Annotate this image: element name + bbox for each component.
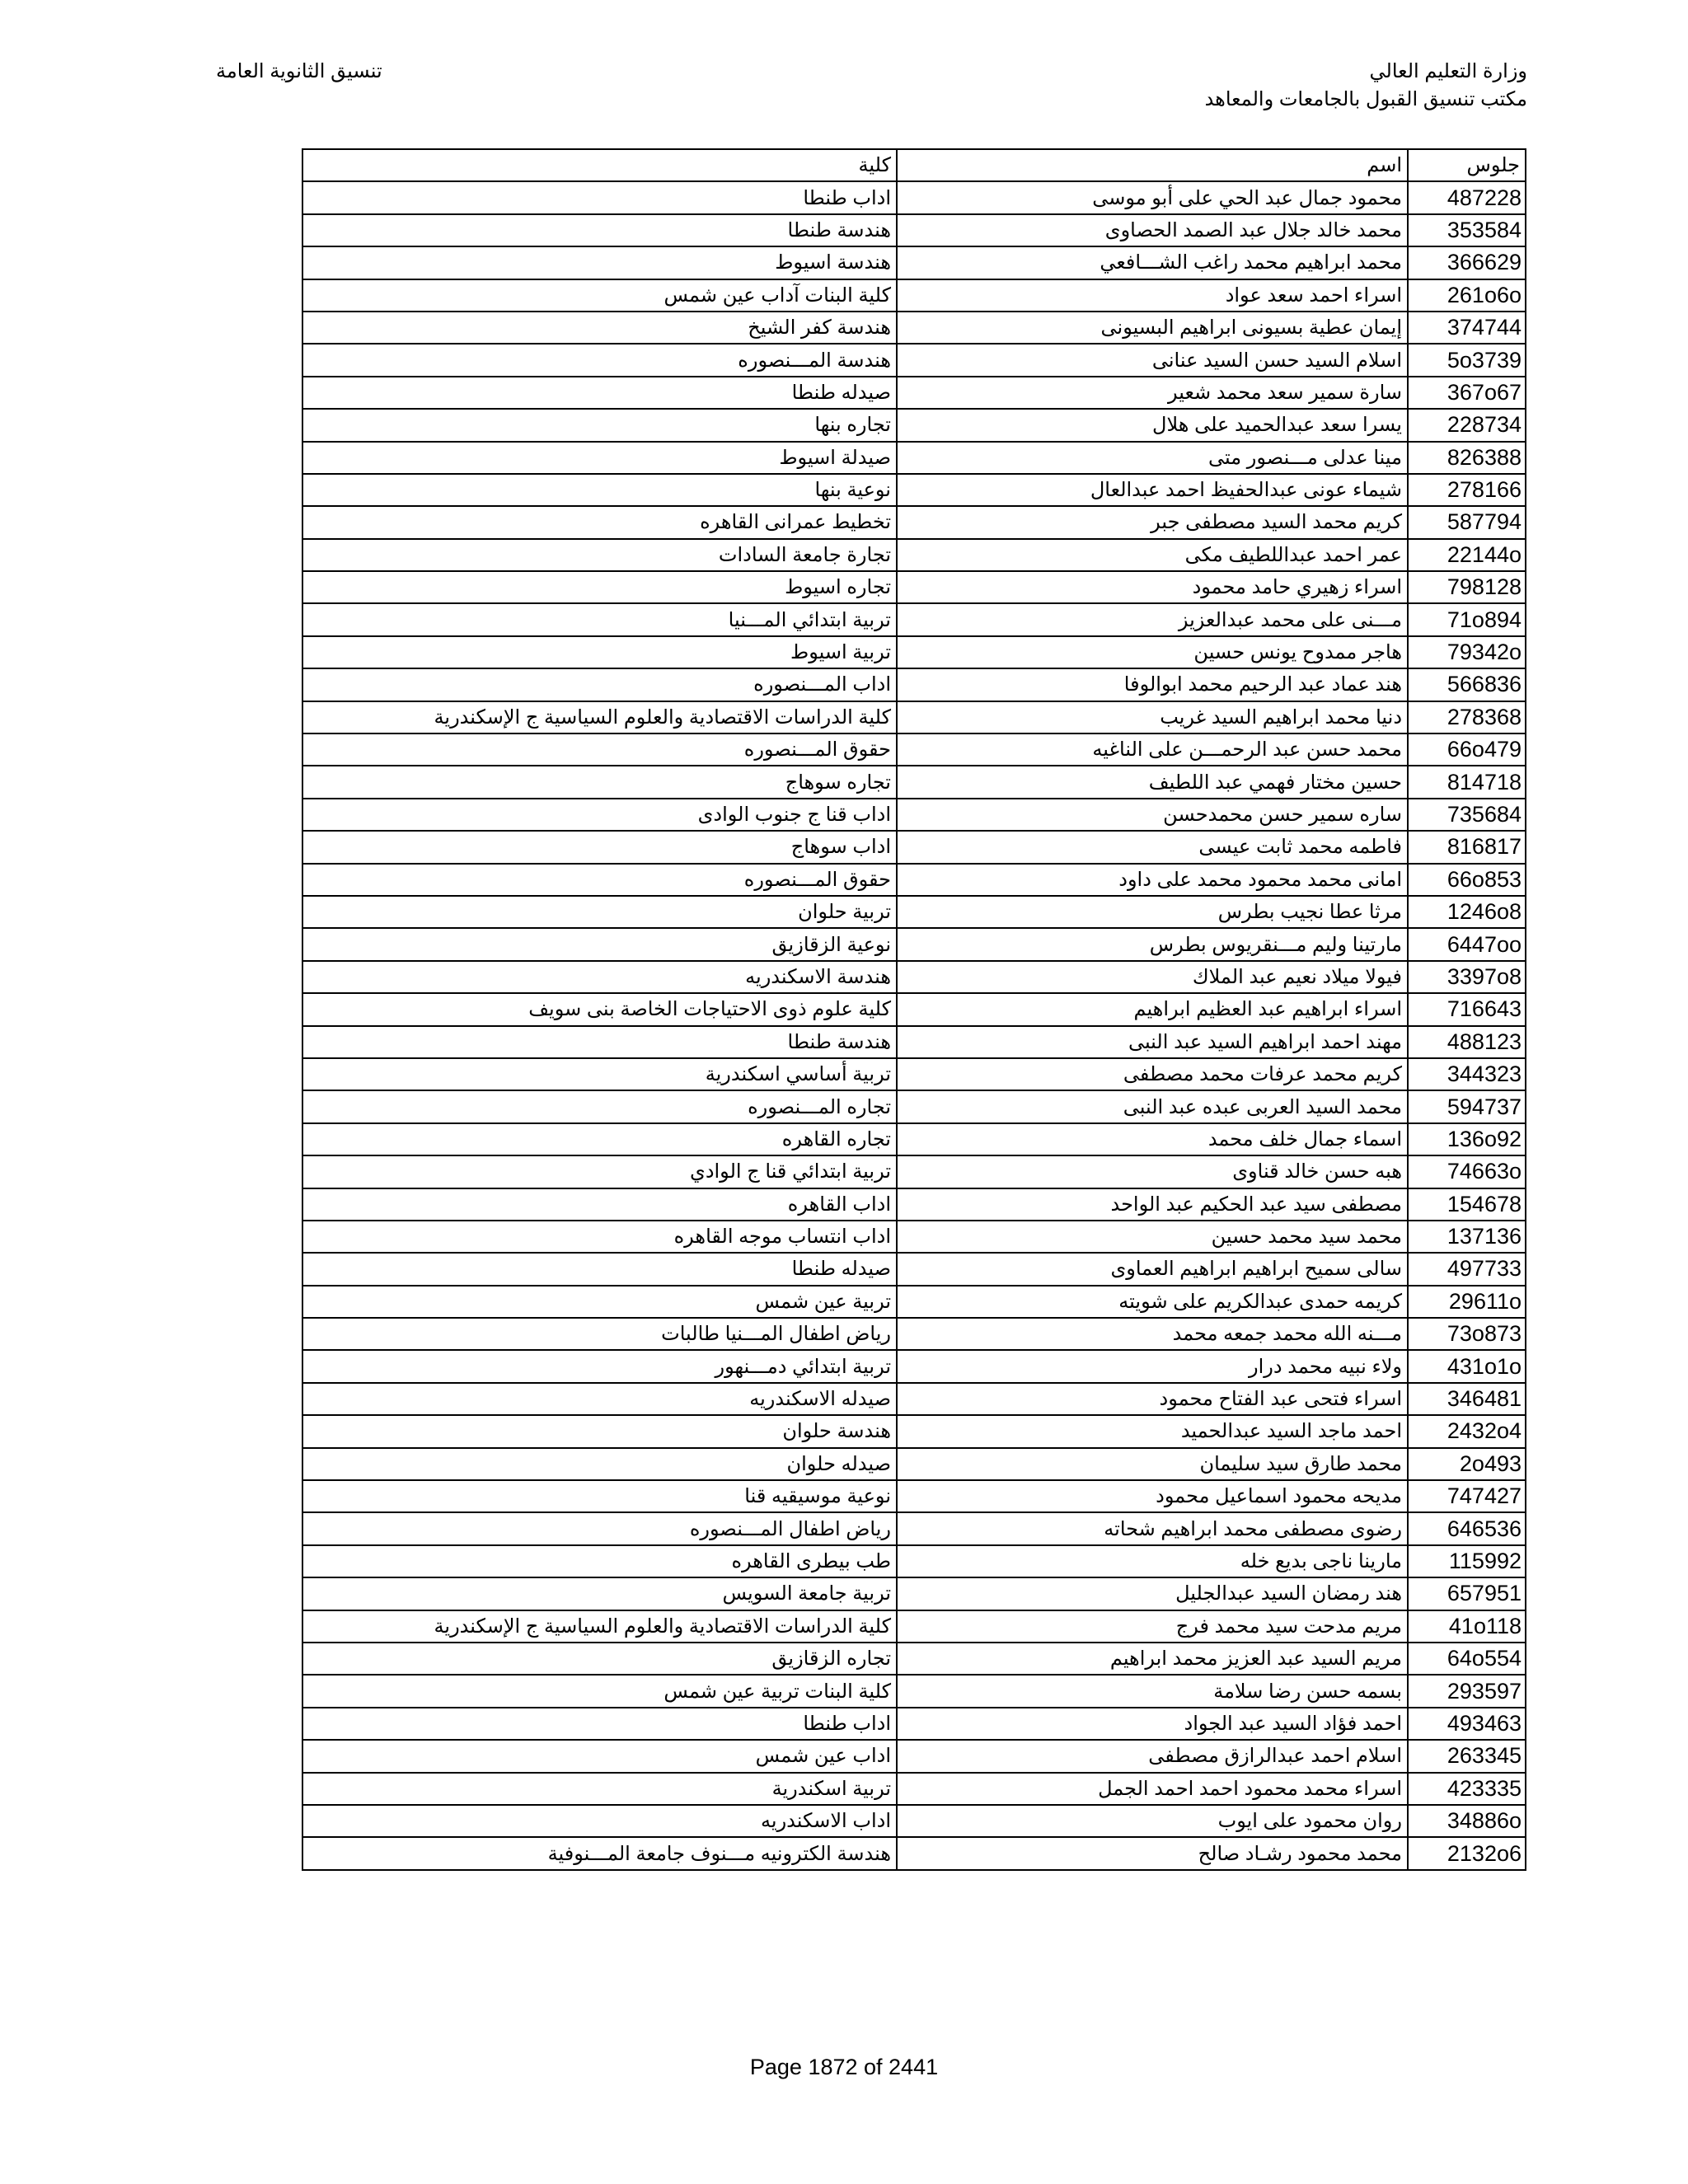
- name-cell: اسراء احمد سعد عواد: [897, 279, 1408, 312]
- seat-cell: 826388: [1408, 442, 1526, 474]
- seat-cell: 497733: [1408, 1253, 1526, 1285]
- name-cell: مديحه محمود اسماعيل محمود: [897, 1480, 1408, 1512]
- seat-cell: 716643: [1408, 993, 1526, 1025]
- seat-cell: 34886o: [1408, 1805, 1526, 1837]
- name-cell: محمد طارق سيد سليمان: [897, 1448, 1408, 1480]
- name-cell: كريم محمد السيد مصطفى جبر: [897, 506, 1408, 538]
- table-row: [302, 377, 1526, 409]
- name-cell: رضوى مصطفى محمد ابراهيم شحاته: [897, 1512, 1408, 1544]
- faculty-cell: اداب انتساب موجه القاهره: [302, 1221, 897, 1253]
- table-row: [302, 993, 1526, 1025]
- table-row: [302, 506, 1526, 538]
- name-cell: هند رمضان السيد عبدالجليل: [897, 1577, 1408, 1610]
- column-header-faculty: كلية: [302, 149, 897, 181]
- table-row: [302, 1512, 1526, 1544]
- name-cell: مـــنى على محمد عبدالعزيز: [897, 603, 1408, 635]
- name-cell: محمد خالد جلال عبد الصمد الحصاوى: [897, 214, 1408, 246]
- faculty-cell: تربية حلوان: [302, 896, 897, 928]
- seat-cell: 115992: [1408, 1545, 1526, 1577]
- table-row: [302, 1188, 1526, 1221]
- name-cell: ولاء نبيه محمد درار: [897, 1350, 1408, 1382]
- table-row: [302, 1675, 1526, 1707]
- table-row: [302, 1155, 1526, 1188]
- faculty-cell: صيدله طنطا: [302, 377, 897, 409]
- faculty-cell: هندسة طنطا: [302, 214, 897, 246]
- faculty-cell: كلية البنات آداب عين شمس: [302, 279, 897, 312]
- faculty-cell: تربية جامعة السويس: [302, 1577, 897, 1610]
- faculty-cell: نوعية الزقازيق: [302, 928, 897, 960]
- name-cell: دنيا محمد ابراهيم السيد غريب: [897, 701, 1408, 733]
- faculty-cell: تجاره المـــنصوره: [302, 1090, 897, 1122]
- name-cell: عمر احمد عبداللطيف مكى: [897, 539, 1408, 571]
- seat-cell: 646536: [1408, 1512, 1526, 1544]
- name-cell: مريم السيد عبد العزيز محمد ابراهيم: [897, 1643, 1408, 1675]
- seat-cell: 423335: [1408, 1773, 1526, 1805]
- name-cell: محمد سيد محمد حسين: [897, 1221, 1408, 1253]
- name-cell: مهند احمد ابراهيم السيد عبد النبى: [897, 1026, 1408, 1058]
- table-row: [302, 312, 1526, 344]
- seat-cell: 747427: [1408, 1480, 1526, 1512]
- seat-cell: 1246o8: [1408, 896, 1526, 928]
- name-cell: اسلام احمد عبدالرازق مصطفى: [897, 1740, 1408, 1772]
- name-cell: مرثا عطا نجيب بطرس: [897, 896, 1408, 928]
- faculty-cell: رياض اطفال المـــنصوره: [302, 1512, 897, 1544]
- faculty-cell: كلية علوم ذوى الاحتياجات الخاصة بنى سويف: [302, 993, 897, 1025]
- seat-cell: 228734: [1408, 409, 1526, 441]
- faculty-cell: صيدله طنطا: [302, 1253, 897, 1285]
- table-row: [302, 961, 1526, 993]
- name-cell: محمد حسن عبد الرحمـــن على الناغيه: [897, 733, 1408, 766]
- office-title: مكتب تنسيق القبول بالجامعات والمعاهد: [1204, 88, 1527, 110]
- seat-cell: 735684: [1408, 799, 1526, 831]
- faculty-cell: تربية ابتدائي دمـــنهور: [302, 1350, 897, 1382]
- faculty-cell: تخطيط عمرانى القاهره: [302, 506, 897, 538]
- name-cell: احمد ماجد السيد عبدالحميد: [897, 1415, 1408, 1447]
- name-cell: هاجر ممدوح يونس حسين: [897, 636, 1408, 668]
- faculty-cell: صيدله حلوان: [302, 1448, 897, 1480]
- header-ministry-block: [1205, 58, 1527, 114]
- table-row: [302, 896, 1526, 928]
- name-cell: اسلام السيد حسن السيد عنانى: [897, 344, 1408, 376]
- table-row: [302, 1448, 1526, 1480]
- seat-cell: 5o3739: [1408, 344, 1526, 376]
- faculty-cell: تربية ابتدائي قنا ج الوادي: [302, 1155, 897, 1188]
- table-row: [302, 409, 1526, 441]
- faculty-cell: هندسة كفر الشيخ: [302, 312, 897, 344]
- name-cell: اسراء فتحى عبد الفتاح محمود: [897, 1383, 1408, 1415]
- faculty-cell: نوعية موسيقيه قنا: [302, 1480, 897, 1512]
- faculty-cell: تجاره سوهاج: [302, 766, 897, 798]
- name-cell: هند عماد عبد الرحيم محمد ابوالوفا: [897, 668, 1408, 701]
- name-cell: امانى محمد محمود محمد على داود: [897, 864, 1408, 896]
- faculty-cell: تربية اسيوط: [302, 636, 897, 668]
- name-cell: روان محمود على ايوب: [897, 1805, 1408, 1837]
- seat-cell: 73o873: [1408, 1318, 1526, 1350]
- table-row: [302, 246, 1526, 279]
- faculty-cell: رياض اطفال المـــنيا طالبات: [302, 1318, 897, 1350]
- table-row: [302, 1577, 1526, 1610]
- faculty-cell: تربية عين شمس: [302, 1286, 897, 1318]
- seat-cell: 79342o: [1408, 636, 1526, 668]
- faculty-cell: تجاره الزقازيق: [302, 1643, 897, 1675]
- faculty-cell: حقوق المـــنصوره: [302, 864, 897, 896]
- name-cell: شيماء عونى عبدالحفيظ احمد عبدالعال: [897, 474, 1408, 506]
- table-row: [302, 1123, 1526, 1155]
- table-row: [302, 799, 1526, 831]
- faculty-cell: اداب سوهاج: [302, 831, 897, 863]
- faculty-cell: هندسة الاسكندريه: [302, 961, 897, 993]
- table-row: [302, 1350, 1526, 1382]
- results-table: [302, 148, 1526, 1871]
- seat-cell: 2432o4: [1408, 1415, 1526, 1447]
- table-row: [302, 214, 1526, 246]
- table-row: [302, 766, 1526, 798]
- faculty-cell: طب بيطرى القاهره: [302, 1545, 897, 1577]
- seat-cell: 346481: [1408, 1383, 1526, 1415]
- name-cell: كريمه حمدى عبدالكريم على شويته: [897, 1286, 1408, 1318]
- column-header-name: اسم: [897, 149, 1408, 181]
- faculty-cell: اداب عين شمس: [302, 1740, 897, 1772]
- name-cell: مصطفى سيد عبد الحكيم عبد الواحد: [897, 1188, 1408, 1221]
- seat-cell: 22144o: [1408, 539, 1526, 571]
- table-row: [302, 733, 1526, 766]
- faculty-cell: تربية اسكندرية: [302, 1773, 897, 1805]
- table-row: [302, 1545, 1526, 1577]
- seat-cell: 367o67: [1408, 377, 1526, 409]
- name-cell: فاطمه محمد ثابت عيسى: [897, 831, 1408, 863]
- seat-cell: 263345: [1408, 1740, 1526, 1772]
- name-cell: كريم محمد عرفات محمد مصطفى: [897, 1058, 1408, 1090]
- table-row: [302, 1058, 1526, 1090]
- faculty-cell: تجارة جامعة السادات: [302, 539, 897, 571]
- table-row: [302, 1708, 1526, 1740]
- table-row: [302, 181, 1526, 213]
- faculty-cell: تربية ابتدائي المـــنيا: [302, 603, 897, 635]
- seat-cell: 353584: [1408, 214, 1526, 246]
- seat-cell: 41o118: [1408, 1610, 1526, 1643]
- seat-cell: 566836: [1408, 668, 1526, 701]
- name-cell: بسمه حسن رضا سلامة: [897, 1675, 1408, 1707]
- seat-cell: 366629: [1408, 246, 1526, 279]
- name-cell: اسراء زهيري حامد محمود: [897, 571, 1408, 603]
- seat-cell: 74663o: [1408, 1155, 1526, 1188]
- faculty-cell: نوعية بنها: [302, 474, 897, 506]
- seat-cell: 2132o6: [1408, 1837, 1526, 1869]
- faculty-cell: تجاره اسيوط: [302, 571, 897, 603]
- table-row: [302, 928, 1526, 960]
- faculty-cell: اداب طنطا: [302, 1708, 897, 1740]
- seat-cell: 657951: [1408, 1577, 1526, 1610]
- table-row: [302, 1221, 1526, 1253]
- seat-cell: 374744: [1408, 312, 1526, 344]
- faculty-cell: كلية البنات تربية عين شمس: [302, 1675, 897, 1707]
- table-row: [302, 442, 1526, 474]
- table-row: [302, 1480, 1526, 1512]
- table-header-row: [302, 149, 1526, 181]
- seat-cell: 137136: [1408, 1221, 1526, 1253]
- faculty-cell: هندسة طنطا: [302, 1026, 897, 1058]
- column-header-seat: جلوس: [1408, 149, 1526, 181]
- name-cell: فيولا ميلاد نعيم عبد الملاك: [897, 961, 1408, 993]
- name-cell: سارة سمير سعد محمد شعير: [897, 377, 1408, 409]
- table-row: [302, 636, 1526, 668]
- name-cell: مارتينا وليم مـــنقريوس بطرس: [897, 928, 1408, 960]
- table-row: [302, 1383, 1526, 1415]
- seat-cell: 594737: [1408, 1090, 1526, 1122]
- table-row: [302, 1253, 1526, 1285]
- table-row: [302, 701, 1526, 733]
- seat-cell: 278368: [1408, 701, 1526, 733]
- seat-cell: 344323: [1408, 1058, 1526, 1090]
- seat-cell: 154678: [1408, 1188, 1526, 1221]
- seat-cell: 71o894: [1408, 603, 1526, 635]
- faculty-cell: اداب طنطا: [302, 181, 897, 213]
- table-row: [302, 1837, 1526, 1869]
- seat-cell: 587794: [1408, 506, 1526, 538]
- seat-cell: 278166: [1408, 474, 1526, 506]
- faculty-cell: اداب الاسكندريه: [302, 1805, 897, 1837]
- name-cell: اسماء جمال خلف محمد: [897, 1123, 1408, 1155]
- name-cell: هبه حسن خالد قناوى: [897, 1155, 1408, 1188]
- table-row: [302, 1026, 1526, 1058]
- name-cell: مينا عدلى مـــنصور متى: [897, 442, 1408, 474]
- seat-cell: 66o479: [1408, 733, 1526, 766]
- seat-cell: 29611o: [1408, 1286, 1526, 1318]
- name-cell: محمود جمال عبد الحي على أبو موسى: [897, 181, 1408, 213]
- name-cell: مريم مدحت سيد محمد فرج: [897, 1610, 1408, 1643]
- seat-cell: 493463: [1408, 1708, 1526, 1740]
- faculty-cell: اداب القاهره: [302, 1188, 897, 1221]
- table-row: [302, 1643, 1526, 1675]
- faculty-cell: هندسة الكترونيه مـــنوف جامعة المـــنوفية: [302, 1837, 897, 1869]
- faculty-cell: هندسة المـــنصوره: [302, 344, 897, 376]
- seat-cell: 136o92: [1408, 1123, 1526, 1155]
- name-cell: اسراء محمد محمود احمد احمد الجمل: [897, 1773, 1408, 1805]
- page-number: Page 1872 of 2441: [749, 2055, 939, 2079]
- name-cell: محمد ابراهيم محمد راغب الشـــافعي: [897, 246, 1408, 279]
- table-row: [302, 1773, 1526, 1805]
- table-row: [302, 1805, 1526, 1837]
- table-row: [302, 1318, 1526, 1350]
- table-row: [302, 1415, 1526, 1447]
- name-cell: حسين مختار فهمي عبد اللطيف: [897, 766, 1408, 798]
- seat-cell: 488123: [1408, 1026, 1526, 1058]
- faculty-cell: صيدله الاسكندريه: [302, 1383, 897, 1415]
- name-cell: احمد فؤاد السيد عبد الجواد: [897, 1708, 1408, 1740]
- faculty-cell: كلية الدراسات الاقتصادية والعلوم السياسية ج الإسكندرية: [302, 1610, 897, 1643]
- faculty-cell: حقوق المـــنصوره: [302, 733, 897, 766]
- ministry-title: وزارة التعليم العالي: [1369, 60, 1527, 82]
- faculty-cell: تجاره القاهره: [302, 1123, 897, 1155]
- table-row: [302, 1090, 1526, 1122]
- seat-cell: 2o493: [1408, 1448, 1526, 1480]
- table-row: [302, 571, 1526, 603]
- table-row: [302, 603, 1526, 635]
- seat-cell: 431o1o: [1408, 1350, 1526, 1382]
- seat-cell: 66o853: [1408, 864, 1526, 896]
- seat-cell: 816817: [1408, 831, 1526, 863]
- seat-cell: 6447oo: [1408, 928, 1526, 960]
- table-row: [302, 474, 1526, 506]
- table-row: [302, 668, 1526, 701]
- table-body: [302, 181, 1526, 1869]
- faculty-cell: هندسة اسيوط: [302, 246, 897, 279]
- name-cell: سالى سميح ابراهيم ابراهيم العماوى: [897, 1253, 1408, 1285]
- name-cell: إيمان عطية بسيونى ابراهيم البسيونى: [897, 312, 1408, 344]
- name-cell: اسراء ابراهيم عبد العظيم ابراهيم: [897, 993, 1408, 1025]
- table-row: [302, 344, 1526, 376]
- table-row: [302, 864, 1526, 896]
- faculty-cell: تربية أساسي اسكندرية: [302, 1058, 897, 1090]
- faculty-cell: تجاره بنها: [302, 409, 897, 441]
- seat-cell: 261o6o: [1408, 279, 1526, 312]
- coordination-title: تنسيق الثانوية العامة: [216, 60, 382, 82]
- seat-cell: 487228: [1408, 181, 1526, 213]
- faculty-cell: كلية الدراسات الاقتصادية والعلوم السياسية ج الإسكندرية: [302, 701, 897, 733]
- name-cell: مـــنه الله محمد جمعه محمد: [897, 1318, 1408, 1350]
- table-row: [302, 1740, 1526, 1772]
- name-cell: مارينا ناجى بديع خله: [897, 1545, 1408, 1577]
- seat-cell: 293597: [1408, 1675, 1526, 1707]
- table-row: [302, 279, 1526, 312]
- faculty-cell: صيدلة اسيوط: [302, 442, 897, 474]
- table-row: [302, 539, 1526, 571]
- faculty-cell: هندسة حلوان: [302, 1415, 897, 1447]
- faculty-cell: اداب المـــنصوره: [302, 668, 897, 701]
- seat-cell: 814718: [1408, 766, 1526, 798]
- seat-cell: 64o554: [1408, 1643, 1526, 1675]
- table-row: [302, 1610, 1526, 1643]
- name-cell: يسرا سعد عبدالحميد على هلال: [897, 409, 1408, 441]
- name-cell: ساره سمير حسن محمدحسن: [897, 799, 1408, 831]
- table-row: [302, 1286, 1526, 1318]
- table-row: [302, 831, 1526, 863]
- name-cell: محمد السيد العربى عبده عبد النبى: [897, 1090, 1408, 1122]
- faculty-cell: اداب قنا ج جنوب الوادى: [302, 799, 897, 831]
- seat-cell: 3397o8: [1408, 961, 1526, 993]
- seat-cell: 798128: [1408, 571, 1526, 603]
- name-cell: محمد محمود رشـاد صالح: [897, 1837, 1408, 1869]
